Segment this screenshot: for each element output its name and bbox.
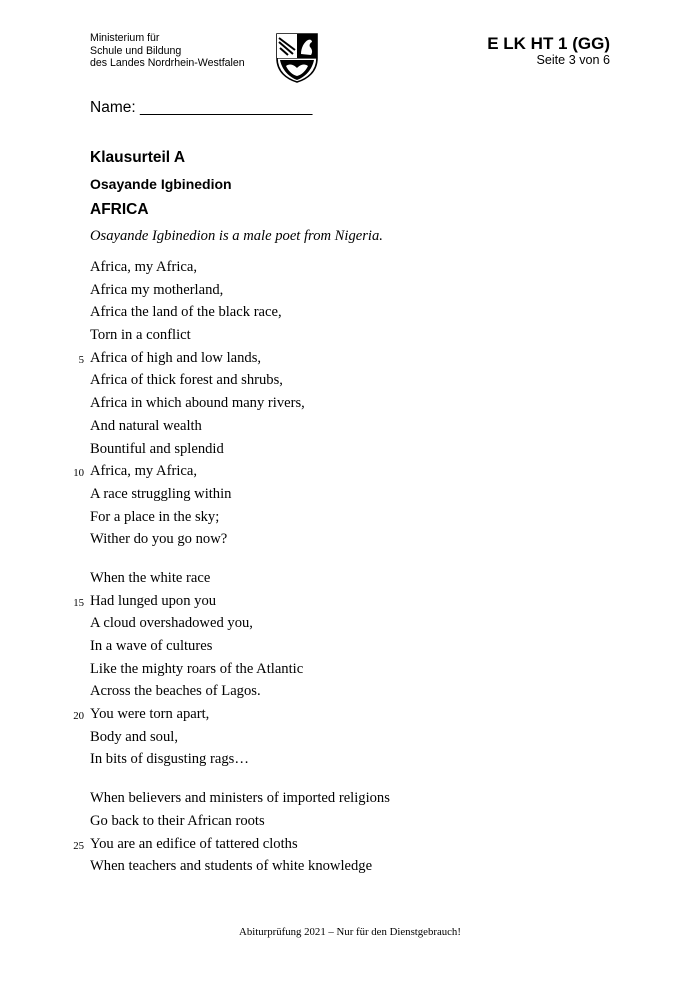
poem-line-text: Torn in a conflict bbox=[90, 327, 191, 344]
document-code-block bbox=[487, 34, 610, 68]
poem-line bbox=[78, 349, 390, 372]
poem-line bbox=[73, 592, 390, 615]
line-number: 25 bbox=[73, 839, 84, 852]
poem-line bbox=[90, 258, 390, 281]
poem-line-text: Body and soul, bbox=[90, 728, 178, 745]
author-name: Osayande Igbinedion bbox=[90, 176, 232, 192]
poem-line-text: Like the mighty roars of the Atlantic bbox=[90, 660, 304, 677]
poem-line bbox=[90, 614, 390, 637]
document-code: E LK HT 1 (GG) bbox=[487, 34, 610, 53]
poem-line bbox=[90, 660, 390, 683]
poem-line-text: Africa the land of the black race, bbox=[90, 304, 282, 321]
poem-line bbox=[73, 835, 390, 858]
poem-line bbox=[90, 394, 390, 417]
poem-intro: Osayande Igbinedion is a male poet from Nigeria. bbox=[90, 228, 383, 244]
page-info: Seite 3 von 6 bbox=[536, 53, 610, 67]
poem-line-text: Bountiful and splendid bbox=[90, 440, 224, 457]
poem-line bbox=[90, 728, 390, 751]
poem-line bbox=[90, 303, 390, 326]
poem-line bbox=[90, 789, 390, 812]
poem-title: AFRICA bbox=[90, 201, 149, 218]
poem-line-text: A cloud overshadowed you, bbox=[90, 615, 253, 632]
poem-line bbox=[73, 462, 390, 485]
poem-line bbox=[90, 530, 390, 553]
poem-line-text: Wither do you go now? bbox=[90, 531, 228, 548]
poem-line-text: Africa my motherland, bbox=[90, 281, 224, 298]
poem-line bbox=[90, 440, 390, 463]
poem-line-text: A race struggling within bbox=[90, 485, 232, 502]
poem-line-text: In a wave of cultures bbox=[90, 638, 213, 654]
poem-line bbox=[90, 508, 390, 531]
ministry-line-1: Ministerium für bbox=[90, 32, 160, 44]
poem-line-text: Across the beaches of Lagos. bbox=[90, 683, 261, 700]
poem-line-text: When believers and ministers of imported religions bbox=[90, 790, 390, 807]
ministry-line-3: des Landes Nordrhein-Westfalen bbox=[90, 57, 245, 70]
poem-line-text: Africa, my Africa, bbox=[90, 463, 197, 480]
poem-line bbox=[90, 326, 390, 349]
poem-line-text: When teachers and students of white knowledge bbox=[90, 858, 373, 875]
poem-line-text: Africa of thick forest and shrubs, bbox=[90, 372, 283, 389]
poem-line bbox=[90, 371, 390, 394]
poem-line bbox=[90, 637, 390, 660]
ministry-name bbox=[90, 32, 245, 70]
poem-line-text: You were torn apart, bbox=[90, 706, 210, 723]
name-field: Name: ____________________ bbox=[90, 99, 313, 116]
poem-line bbox=[90, 812, 390, 835]
poem-line-text: Africa of high and low lands, bbox=[90, 349, 262, 366]
line-number: 10 bbox=[73, 467, 84, 480]
line-number: 15 bbox=[73, 596, 84, 609]
poem-line bbox=[90, 569, 390, 592]
poem-line-text: When the white race bbox=[90, 569, 211, 586]
line-number: 5 bbox=[78, 353, 84, 366]
poem-line bbox=[90, 417, 390, 440]
poem-body bbox=[73, 258, 390, 880]
part-title: Klausurteil A bbox=[90, 149, 186, 166]
poem-line bbox=[90, 485, 390, 508]
poem-line-text: And natural wealth bbox=[90, 417, 202, 434]
poem-line-text: Go back to their African roots bbox=[90, 812, 265, 829]
footer-note: Abiturprüfung 2021 – Nur für den Dienstgebrauch! bbox=[239, 926, 461, 938]
poem-line bbox=[90, 750, 390, 773]
poem-line-text: Had lunged upon you bbox=[90, 592, 217, 609]
poem-line-text: You are an edifice of tattered cloths bbox=[90, 835, 298, 852]
poem-line-text: For a place in the sky; bbox=[90, 508, 220, 525]
poem-line-text: In bits of disgusting rags… bbox=[90, 751, 249, 768]
nrw-crest-logo bbox=[274, 32, 320, 84]
poem-line-text: Africa, my Africa, bbox=[90, 259, 197, 275]
poem-line bbox=[90, 857, 390, 880]
poem-line bbox=[90, 682, 390, 705]
poem-line bbox=[90, 281, 390, 304]
poem-line-text: Africa in which abound many rivers, bbox=[90, 395, 305, 412]
poem-line bbox=[73, 705, 390, 728]
line-number: 20 bbox=[73, 710, 84, 723]
ministry-line-2: Schule und Bildung bbox=[90, 44, 182, 57]
